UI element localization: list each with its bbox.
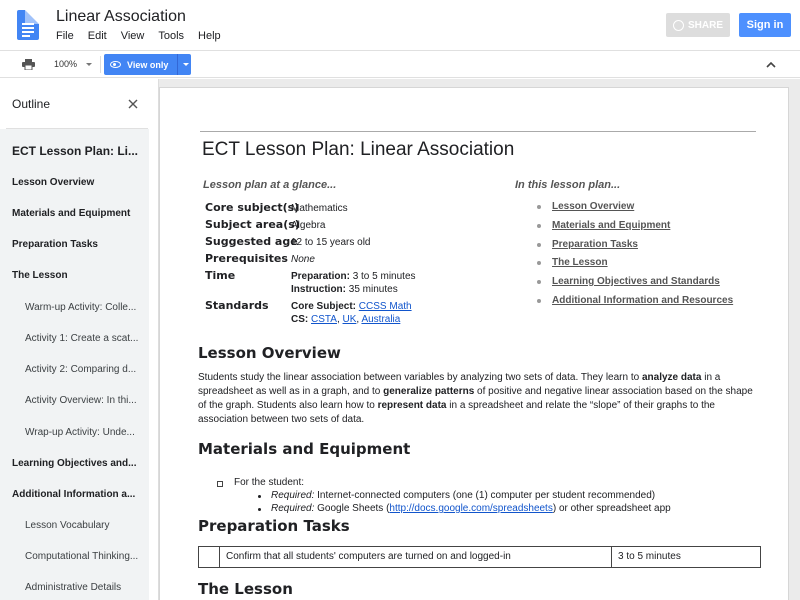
document-canvas[interactable]: [159, 79, 800, 600]
print-icon[interactable]: [22, 59, 35, 70]
glance-heading: Lesson plan at a glance...: [203, 179, 337, 191]
share-label: SHARE: [687, 19, 723, 31]
toc-link-preparation[interactable]: Preparation Tasks: [552, 239, 638, 250]
standards-core: Core Subject: CCSS Math: [291, 301, 412, 312]
standards-cs: CS: CSTA, UK, Australia: [291, 314, 401, 325]
outline-item[interactable]: Lesson Overview: [12, 177, 95, 188]
view-mode-button[interactable]: [104, 54, 191, 75]
eye-icon: [110, 61, 121, 68]
document-title: Linear Association: [56, 8, 186, 25]
outline-item[interactable]: Computational Thinking...: [25, 551, 139, 562]
menu-view[interactable]: View: [120, 30, 145, 42]
menu-tools[interactable]: Tools: [158, 30, 185, 42]
google-docs-icon[interactable]: [17, 10, 39, 40]
time-instruction: Instruction: 35 minutes: [291, 284, 398, 295]
subject-areas-value: Algebra: [291, 220, 326, 231]
outline-item[interactable]: Learning Objectives and...: [12, 458, 137, 469]
section-heading-overview: Lesson Overview: [198, 344, 341, 362]
materials-required-2: Required: Google Sheets (http://docs.google.com/spreadsheets) or other spreadsheet app: [271, 503, 671, 514]
outline-item[interactable]: Activity 1: Create a scat...: [25, 333, 139, 344]
zoom-select[interactable]: 100%: [54, 59, 78, 69]
outline-panel: [0, 79, 159, 600]
outline-item[interactable]: Activity Overview: In thi...: [25, 395, 137, 406]
table-cell-task: Confirm that all students' computers are turned on and logged-in: [220, 547, 612, 567]
outline-item[interactable]: Wrap-up Activity: Unde...: [25, 427, 135, 438]
close-icon[interactable]: [128, 99, 138, 109]
google-sheets-link[interactable]: http://docs.google.com/spreadsheets: [389, 503, 553, 514]
section-heading-the-lesson: The Lesson: [198, 580, 293, 598]
toc-link-the-lesson[interactable]: The Lesson: [552, 257, 608, 268]
toolbar-divider: [100, 56, 101, 73]
title-rule: [200, 131, 756, 132]
time-label: Time: [205, 269, 236, 282]
outline-item[interactable]: Administrative Details: [25, 582, 122, 593]
australia-link[interactable]: Australia: [361, 314, 401, 325]
menu-help[interactable]: Help: [198, 30, 221, 42]
table-cell: [199, 547, 220, 567]
toc-link-lesson-overview[interactable]: Lesson Overview: [552, 201, 635, 212]
sign-in-button[interactable]: Sign in: [739, 13, 791, 37]
chevron-up-icon[interactable]: [766, 60, 776, 70]
zoom-caret-icon[interactable]: [86, 63, 92, 66]
table-cell-time: 3 to 5 minutes: [618, 551, 681, 562]
section-heading-preparation: Preparation Tasks: [198, 517, 350, 535]
in-this-plan-heading: In this lesson plan...: [515, 179, 621, 191]
outline-item[interactable]: Warm-up Activity: Colle...: [25, 302, 137, 313]
document-page: [159, 87, 789, 600]
outline-item[interactable]: ECT Lesson Plan: Li...: [12, 144, 139, 158]
square-bullet: [217, 481, 223, 487]
outline-list: [0, 129, 149, 600]
overview-paragraph: Students study the linear association between variables by analyzing two sets of data. They learn to analyze data in a spreadsheet as well as in a graph, and to generalize patterns of positive and negative linear association based on the shape of the graph. Students also learn how to represent data in a spreadsheet and relate the “slope” of their graphs to the association between two sets of data.: [198, 372, 753, 425]
toc-link-objectives[interactable]: Learning Objectives and Standards: [552, 276, 720, 287]
outline-item[interactable]: Lesson Vocabulary: [25, 520, 110, 531]
outline-item[interactable]: Materials and Equipment: [12, 208, 131, 219]
menu-bar: [56, 30, 235, 42]
prerequisites-value: None: [291, 254, 315, 265]
menu-edit[interactable]: Edit: [87, 30, 107, 42]
toolbar: [0, 50, 800, 78]
toc-link-materials[interactable]: Materials and Equipment: [552, 220, 671, 231]
outline-item[interactable]: The Lesson: [12, 270, 68, 281]
core-subjects-value: Mathematics: [291, 203, 348, 214]
view-mode-label: View only: [127, 59, 169, 70]
outline-title: Outline: [12, 97, 51, 111]
section-heading-materials: Materials and Equipment: [198, 440, 411, 458]
header: [0, 0, 800, 50]
prerequisites-label: Prerequisites: [205, 252, 288, 265]
preparation-table: [198, 546, 761, 568]
materials-for-student: For the student:: [234, 477, 305, 488]
suggested-age-value: 12 to 15 years old: [291, 237, 371, 248]
globe-icon: [673, 20, 684, 31]
outline-item[interactable]: Activity 2: Comparing d...: [25, 364, 137, 375]
outline-item[interactable]: Additional Information a...: [12, 489, 136, 500]
core-subjects-label: Core subject(s): [205, 201, 300, 214]
time-preparation: Preparation: 3 to 5 minutes: [291, 271, 416, 282]
outline-item[interactable]: Preparation Tasks: [12, 239, 98, 250]
materials-required-1: Required: Internet-connected computers (one (1) computer per student recommended): [271, 490, 656, 501]
share-button[interactable]: [666, 13, 730, 37]
standards-label: Standards: [205, 299, 269, 312]
suggested-age-label: Suggested age: [205, 235, 298, 248]
view-mode-caret-icon[interactable]: [183, 63, 189, 66]
subject-areas-label: Subject area(s): [205, 218, 300, 231]
uk-link[interactable]: UK: [342, 314, 357, 325]
menu-file[interactable]: File: [56, 30, 74, 42]
toc-link-additional-info[interactable]: Additional Information and Resources: [552, 295, 734, 306]
page-title: ECT Lesson Plan: Linear Association: [202, 139, 515, 160]
csta-link[interactable]: CSTA: [311, 314, 337, 325]
ccss-math-link[interactable]: CCSS Math: [358, 301, 412, 312]
